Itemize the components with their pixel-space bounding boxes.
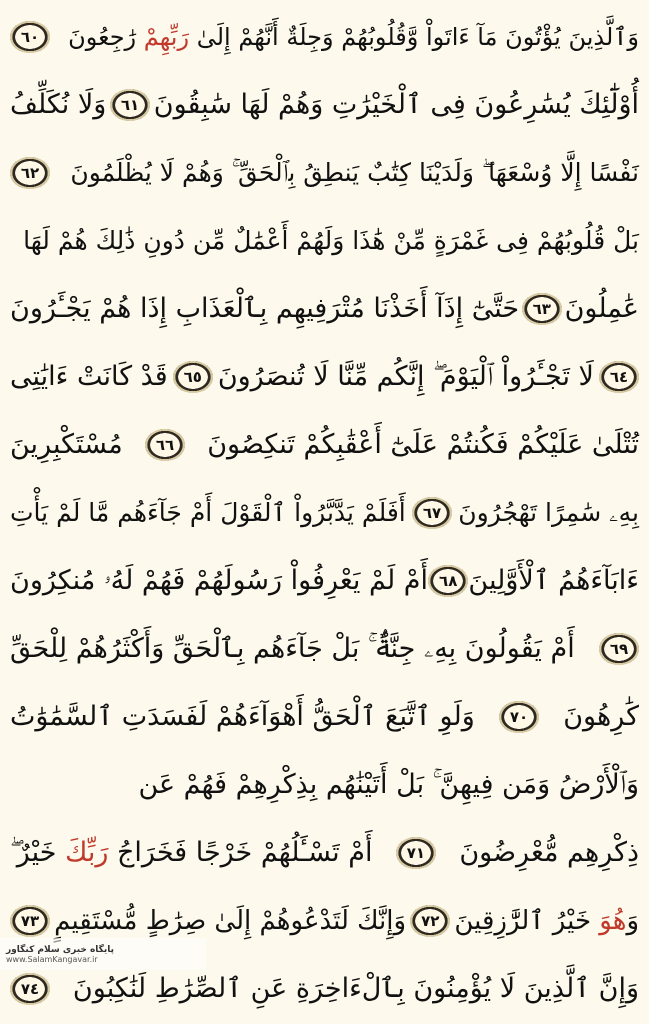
ayah-number-marker: ٧٤ [10,973,50,1005]
verse-text: أَمْ لَمْ يَعْرِفُواْ رَسُولَهُمْ فَهُمْ لَهُۥ مُنكِرُونَ [10,565,429,596]
ayah-number-marker: ٦٢ [10,157,50,189]
ayah-number-marker: ٦٧ [412,497,452,529]
verse-line [10,482,639,544]
ayah-number-marker: ٧٣ [10,905,50,937]
verse-line [10,754,639,816]
verse-text-fragment: رَٰجِعُونَ [68,23,144,51]
verse-line [10,74,639,136]
verse-text [68,6,639,68]
verse-line [10,822,639,884]
verse-text [454,890,639,952]
verse-text [218,346,594,408]
verse-lines [10,6,639,1020]
verse-text-fragment: وَ [626,906,639,936]
verse-line [10,686,639,748]
verse-text: وَلَوِ ٱتَّبَعَ ٱلْحَقُّ أَهْوَآءَهُمْ لَفَسَدَتِ ٱلسَّمَٰوَٰتُ [10,701,475,732]
verse-text-fragment: وَٱلْأَرْضُ وَمَن فِيهِنَّ ۚ بَلْ أَتَيْنَٰهُم بِذِكْرِهِمْ فَهُمْ عَن [138,769,639,800]
verse-text-fragment: أَمْ يَقُولُونَ بِهِۦ جِنَّةٌۢ ۚ بَلْ جَآءَهُم بِٱلْحَقِّ وَأَكْثَرُهُمْ لِلْحَقِّ [10,633,575,664]
verse-text-fragment: أَمْ تَسْـَٔلُهُمْ خَرْجًا فَخَرَاجُ [108,837,373,868]
verse-text-fragment: نَفْسًا إِلَّا وُسْعَهَا ۖ وَلَدَيْنَا كِتَٰبٌ يَنطِقُ بِٱلْحَقِّ ۚ وَهُمْ لَا يُظْلَمُونَ [70,158,639,187]
verse-line [10,550,639,612]
ayah-number-marker: ٦٨ [428,565,468,597]
verse-text-fragment: خَيْرٌ ۖ [10,837,66,868]
verse-text: أَفَلَمْ يَدَّبَّرُواْ ٱلْقَوْلَ أَمْ جَآءَهُم مَّا لَمْ يَأْتِ [10,498,406,527]
ayah-number-marker: ٧١ [396,837,436,869]
verse-text [138,754,639,816]
ayah-number-marker: ٦٠ [10,21,50,53]
verse-line [10,6,639,68]
ayah-number-marker: ٧٠ [499,701,539,733]
ayah-number-marker: ٦٣ [522,293,562,325]
verse-text-fragment: بَلْ قُلُوبُهُمْ فِى غَمْرَةٍ مِّنْ هَٰذَا وَلَهُمْ أَعْمَٰلٌ مِّن دُونِ ذَٰلِكَ هُمْ لَهَا [23,226,639,255]
verse-line [10,142,639,204]
verse-text-fragment: ءَابَآءَهُمُ ٱلْأَوَّلِينَ [468,565,639,596]
watermark-title: پایگاه خبری سلام کنگاور [6,944,115,955]
verse-text-fragment: لَا تَجْـَٔرُواْ ٱلْيَوْمَ ۖ إِنَّكُم مِّنَّا لَا تُنصَرُونَ [217,361,594,392]
verse-text: وَإِنَّكَ لَتَدْعُوهُمْ إِلَىٰ صِرَٰطٍ مُّسْتَقِيمٍ [54,906,407,936]
ayah-number-marker: ٧٢ [410,905,450,937]
verse-line [10,210,639,272]
verse-line [10,346,639,408]
watermark-url: www.SalamKangavar.ir [6,954,98,964]
verse-text: وَلَا نُكَلِّفُ [10,89,107,120]
divine-name-highlight: هُوَ [599,906,627,936]
verse-text-fragment: تُتْلَىٰ عَلَيْكُمْ فَكُنتُمْ عَلَىٰٓ أَعْقَٰبِكُمْ تَنكِصُونَ [207,429,639,460]
divine-name-highlight: رَبِّهِمْ [143,23,190,51]
ayah-number-marker: ٦٩ [599,633,639,665]
ayah-number-marker: ٦٥ [173,361,213,393]
verse-text [468,550,639,612]
verse-line [10,414,639,476]
ayah-number-marker: ٦٤ [599,361,639,393]
verse-text [70,142,639,204]
verse-text-fragment: وَٱلَّذِينَ يُؤْتُونَ مَآ ءَاتَواْ وَّقُلُوبُهُمْ وَجِلَةٌ أَنَّهُمْ إِلَىٰ [189,23,639,51]
site-watermark [0,938,206,970]
verse-text [458,482,639,544]
verse-text-fragment: خَيْرُ ٱلرَّٰزِقِينَ [454,906,600,936]
divine-name-highlight: رَبِّكَ [65,837,109,868]
verse-text: مُسْتَكْبِرِينَ [10,429,123,460]
verse-text-fragment: كَٰرِهُونَ [563,701,639,732]
verse-text [23,210,639,272]
verse-text [565,278,639,340]
verse-text [459,822,639,884]
verse-text-fragment: وَإِنَّ ٱلَّذِينَ لَا يُؤْمِنُونَ بِٱلْءَاخِرَةِ عَنِ ٱلصِّرَٰطِ لَنَٰكِبُونَ [72,973,639,1004]
verse-text [10,822,372,884]
ayah-number-marker: ٦٦ [145,429,185,461]
verse-text [207,414,639,476]
verse-text-fragment: عَٰمِلُونَ [564,293,639,324]
verse-line [10,618,639,680]
verse-text [154,74,639,136]
verse-text-fragment: أُوْلَٰٓئِكَ يُسَٰرِعُونَ فِى ٱلْخَيْرَٰتِ وَهُمْ لَهَا سَٰبِقُونَ [153,89,639,120]
verse-text [563,686,639,748]
verse-text: حَتَّىٰٓ إِذَآ أَخَذْنَا مُتْرَفِيهِم بِٱلْعَذَابِ إِذَا هُمْ يَجْـَٔرُونَ [10,293,520,324]
ayah-number-marker: ٦١ [110,89,150,121]
verse-text: قَدْ كَانَتْ ءَايَٰتِى [10,361,168,392]
verse-text [10,618,575,680]
verse-line [10,278,639,340]
verse-text-fragment: ذِكْرِهِم مُّعْرِضُونَ [459,837,639,868]
verse-text-fragment: بِهِۦ سَٰمِرًا تَهْجُرُونَ [458,498,639,527]
